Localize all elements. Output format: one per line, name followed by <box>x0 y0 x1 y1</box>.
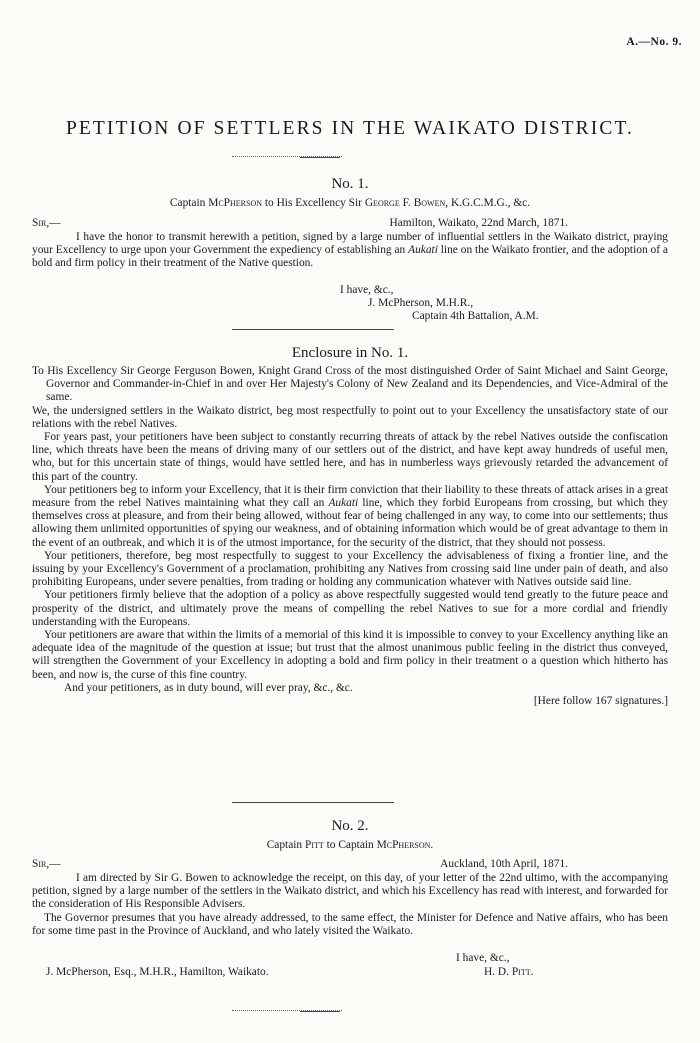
letter-2-closing: I have, &c., <box>456 952 510 964</box>
divider <box>300 157 340 158</box>
letter-2-salutation: Sir,— <box>32 858 61 870</box>
letter-1-salutation: Sir,— <box>32 217 61 229</box>
enclosure-address: To His Excellency Sir George Ferguson Bowen, Knight Grand Cross of the most distinguished Order of Saint Michael and Saint George, Governor and Commander-in-Chief in and over Her Majesty's Colony of New Zealand and its Dependencies, and Vice-Admiral of the same. <box>32 365 668 404</box>
enclosure-text <box>32 365 668 708</box>
letter-2-body <box>32 872 668 938</box>
enclosure-paragraph: Your petitioners, therefore, beg most respectfully to suggest to your Excellency the advisableness of fixing a frontier line, and the issuing by your Excellency's Government of a proclamation, prohibiting any Natives from crossing said line under pain of death, and also prohibiting Europeans, under severe penalties, from trading or holding any communication whatever with Natives outside said line. <box>32 549 668 589</box>
page-number: A.—No. 9. <box>626 36 682 48</box>
divider <box>300 1011 340 1012</box>
enclosure-paragraph: And your petitioners, as in duty bound, will ever pray, &c., &c. <box>64 681 353 694</box>
letter-1-closing: I have, &c., <box>340 284 394 296</box>
enclosure-paragraph: We, the undersigned settlers in the Waikato district, beg most respectfully to point out to your Excellency the unsatisfactory state of our relations with the rebel Natives. <box>32 404 668 430</box>
letter-1-signature-title: Captain 4th Battalion, A.M. <box>412 310 539 322</box>
divider <box>232 802 394 803</box>
letter-2-paragraph: I am directed by Sir G. Bowen to acknowledge the receipt, on this day, of your letter of the 22nd ultimo, with the accompanying petition, signed by a large number of the settlers in the Waikato district, and which his Excellency has read with interest, and forwarded for the consideration of His Responsible Advisers. <box>32 872 668 911</box>
letter-2-signature: H. D. Pitt. <box>484 966 534 978</box>
divider <box>232 329 394 330</box>
signatures-note: [Here follow 167 signatures.] <box>533 695 668 708</box>
letter-1-number: No. 1. <box>331 176 369 192</box>
letter-1-body: I have the honor to transmit herewith a petition, signed by a large number of influential settlers in the Waikato district, praying your Excellency to urge upon your Government the expediency of establishing an Aukati line on the Waikato frontier, and the adoption of a bold and firm policy in their treatment of the Native question. <box>32 231 668 270</box>
enclosure-paragraph: Your petitioners are aware that within the limits of a memorial of this kind it is impossible to convey to your Excellency anything like an adequate idea of the magnitude of the question at issue; but trust that the almost unanimous public feeling in the district thus conveyed, will strengthen the Government of your Excellency in adopting a bold and firm policy in their treatment o a question which hitherto has been, and now is, the curse of this fine country. <box>32 629 668 681</box>
enclosure-paragraph: For years past, your petitioners have been subject to constantly recurring threats of attack by the rebel Natives outside the confiscation line, which threats have been the means of driving many of our settlers out of the district, and have kept away hundreds of useful men, who, but for this uncertain state of things, would have settled here, and has in numberless ways grievously retarded the advancement of this part of the country. <box>32 431 668 483</box>
enclosure-paragraph: Your petitioners beg to inform your Excellency, that it is their firm conviction that their liability to these threats of attack arises in a great measure from the rebel Natives maintaining what they call an Aukati line, which they forbid Europeans from crossing, but which they themselves cross at pleasure, and from their being allowed, without fear of being challenged in any way, to come into our settlements; thus allowing them unlimited opportunities of spying our weakness, and of obtaining information which would be of great advantage to them in the event of an outbreak, and which it is of the utmost importance, for the security of the district, that they should not possess. <box>32 483 668 549</box>
enclosure-heading: Enclosure in No. 1. <box>291 345 409 361</box>
letter-2-place-date: Auckland, 10th April, 1871. <box>440 858 568 870</box>
letter-1-signature: J. McPherson, M.H.R., <box>368 297 474 309</box>
enclosure-paragraph: Your petitioners firmly believe that the adoption of a policy as above respectfully suggested would tend greatly to the future peace and prosperity of the district, and ultimately prove the means of compelling the rebel Natives to sue for a more cordial and friendly understanding with the Europeans. <box>32 589 668 628</box>
letter-1-from-to: Captain McPherson to His Excellency Sir George F. Bowen, K.G.C.M.G., &c. <box>169 197 531 209</box>
letter-2-number: No. 2. <box>331 818 369 834</box>
letter-1-place-date: Hamilton, Waikato, 22nd March, 1871. <box>389 217 568 229</box>
letter-2-from-to: Captain Pitt to Captain McPherson. <box>266 839 434 851</box>
page-title: PETITION OF SETTLERS IN THE WAIKATO DISTRICT. <box>65 118 635 139</box>
letter-2-addressee: J. McPherson, Esq., M.H.R., Hamilton, Waikato. <box>46 966 269 978</box>
letter-2-paragraph: The Governor presumes that you have already addressed, to the same effect, the Minister for Defence and Native affairs, who has been for some time past in the Province of Auckland, and who lately visited the Waikato. <box>32 911 668 937</box>
